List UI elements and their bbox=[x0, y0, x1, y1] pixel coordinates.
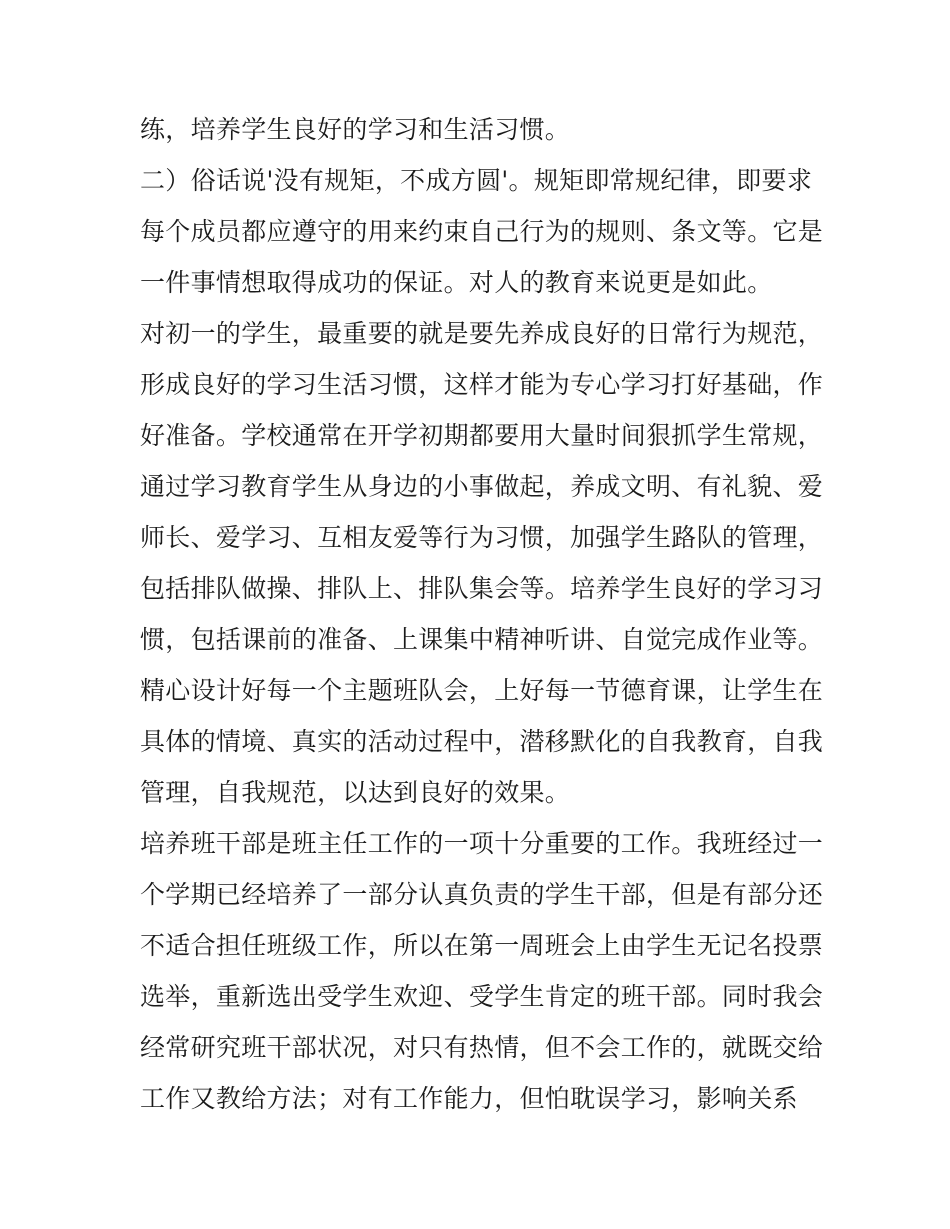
text-line: 练，培养学生良好的学习和生活习惯。 bbox=[140, 115, 571, 144]
text-line: 形成良好的学习生活习惯，这样才能为专心学习打好基础，作 bbox=[140, 370, 824, 399]
text-line: 不适合担任班级工作，所以在第一周班会上由学生无记名投票 bbox=[140, 931, 824, 960]
text-line: 具体的情境、真实的活动过程中，潜移默化的自我教育，自我 bbox=[140, 727, 824, 756]
text-line: 二）俗话说'没有规矩，不成方圆'。规矩即常规纪律，即要求 bbox=[140, 166, 813, 195]
text-line: 对初一的学生，最重要的就是要先养成良好的日常行为规范， bbox=[140, 319, 824, 348]
text-line: 工作又教给方法；对有工作能力，但怕耽误学习，影响关系 bbox=[140, 1084, 798, 1113]
text-line: 经常研究班干部状况，对只有热情，但不会工作的，就既交给 bbox=[140, 1033, 824, 1062]
text-line: 惯，包括课前的准备、上课集中精神听讲、自觉完成作业等。 bbox=[140, 625, 824, 654]
body-text bbox=[140, 104, 824, 1124]
text-line: 选举，重新选出受学生欢迎、受学生肯定的班干部。同时我会 bbox=[140, 982, 824, 1011]
text-line: 每个成员都应遵守的用来约束自己行为的规则、条文等。它是 bbox=[140, 217, 824, 246]
text-line: 通过学习教育学生从身边的小事做起，养成文明、有礼貌、爱 bbox=[140, 472, 824, 501]
text-line: 好准备。学校通常在开学初期都要用大量时间狠抓学生常规， bbox=[140, 421, 824, 450]
text-line: 一件事情想取得成功的保证。对人的教育来说更是如此。 bbox=[140, 268, 773, 297]
text-line: 精心设计好每一个主题班队会，上好每一节德育课，让学生在 bbox=[140, 676, 824, 705]
text-line: 管理，自我规范，以达到良好的效果。 bbox=[140, 778, 571, 807]
text-line: 培养班干部是班主任工作的一项十分重要的工作。我班经过一 bbox=[140, 829, 824, 858]
text-line: 包括排队做操、排队上、排队集会等。培养学生良好的学习习 bbox=[140, 574, 824, 603]
text-line: 个学期已经培养了一部分认真负责的学生干部，但是有部分还 bbox=[140, 880, 824, 909]
text-line: 师长、爱学习、互相友爱等行为习惯，加强学生路队的管理， bbox=[140, 523, 824, 552]
